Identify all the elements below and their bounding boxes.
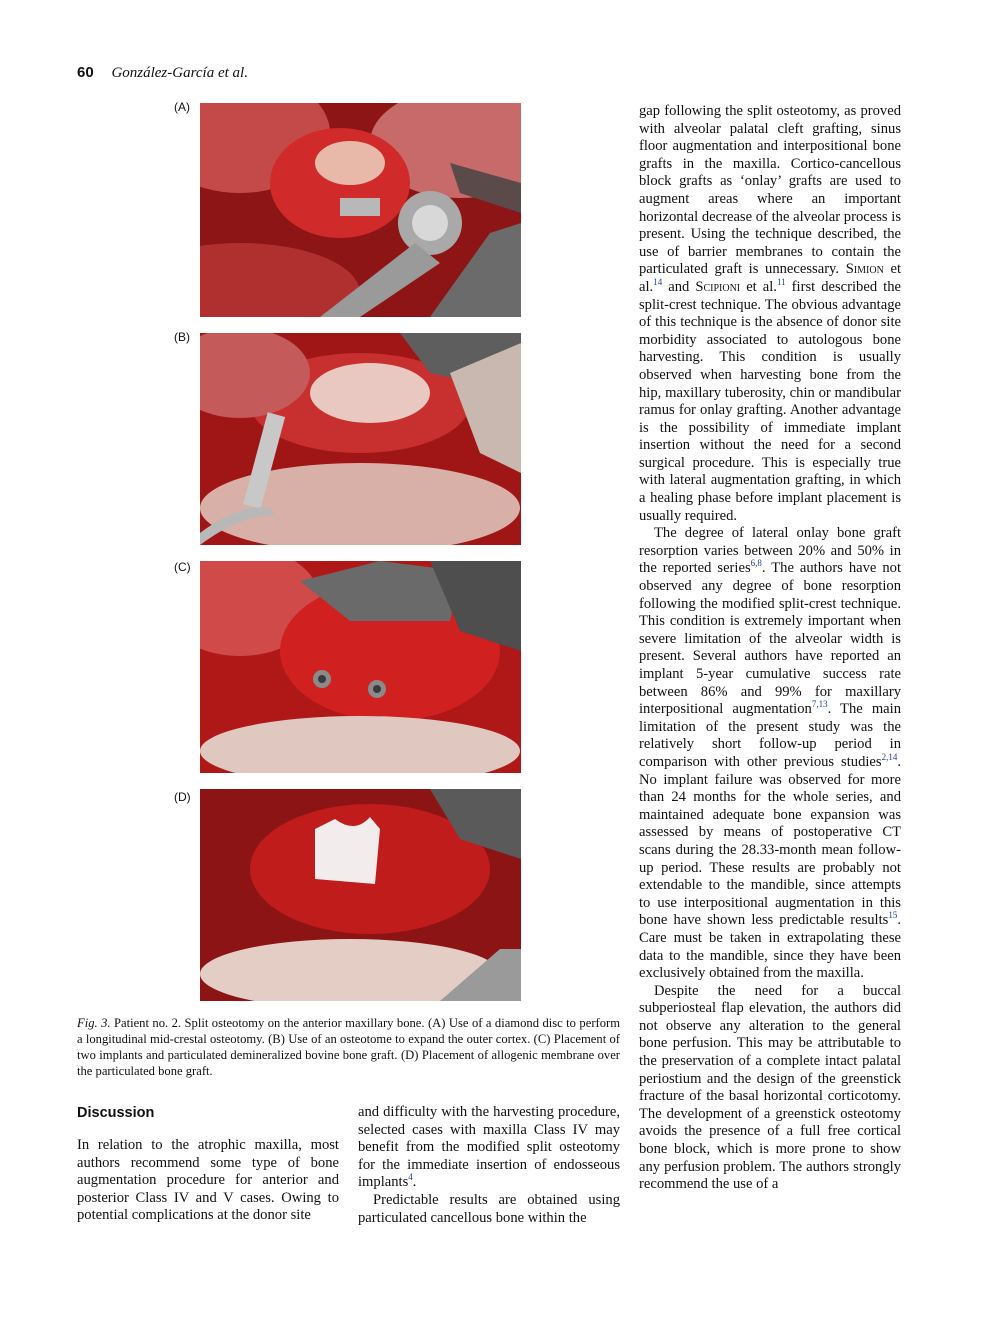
photo-panel-c [200,561,521,773]
figure-caption [77,1015,620,1079]
photo-panel-b [200,333,521,545]
panel-label-b: (B) [174,330,190,344]
citation-ref[interactable]: 14 [653,277,663,288]
photo-panel-a [200,103,521,317]
citation-ref[interactable]: 7,13 [811,699,828,710]
text-span: et al. [746,278,777,295]
citation-ref[interactable]: 11 [776,277,786,288]
panel-label-c: (C) [174,560,191,574]
citation-ref[interactable]: 6,8 [750,558,762,569]
text-span: . No implant failure was observed for more than 24 months for the whole series, and maintained adequate bone expansion was assessed by means of postoperative CT scans during the 28.33-month mean follow-up period. These results are probably not extendable to the mandible, since attempts to use interpositional augmentation in this bone have shown less predictable results [639,753,901,929]
paragraph: Predictable results are obtained using particulated cancellous bone within the [358,1191,620,1226]
column-right [639,103,901,1194]
paragraph [358,1104,620,1192]
running-head: González-García et al. [111,65,248,81]
text-span: The degree of lateral onlay bone graft resorption varies between 20% and 50% in the reported series [639,525,901,577]
text-span: . The main limitation of the present study was the relatively short follow-up period in comparison with other previous studies [639,701,901,770]
text-span: first described the split-crest technique. The obvious advantage of this technique is the absence of donor site morbidity associated to autologous bone harvesting. This condition is usually observed when harvesting bone from the hip, maxillary tuberosity, chin or mandibular ramus for onlay grafting. Another advantage is the possibility of immediate implant insertion without the need for a second surgical procedure. This is especially true with lateral augmentation grafting, in which a healing phase before implant placement is usually required. [639,278,901,524]
text-span: . Care must be taken in extrapolating these data to the mandible, since they have been exclusively obtained from the maxilla. [639,912,901,982]
panel-label-d: (D) [174,790,191,804]
text-span: gap following the split osteotomy, as proved with alveolar palatal cleft grafting, sinus floor augmentation and interpositional bone grafts in the maxilla. Cortico-cancellous block grafts as ‘onlay’ grafts are used to augment areas where an important horizontal decrease of the alveolar process is present. Using the technique described, the use of barrier membranes to contain the particulated graft is unnecessary. [639,103,901,278]
paragraph: Despite the need for a buccal subperiosteal flap elevation, the authors did not observe any alteration to the general bone perfusion. This may be attributable to the preservation of a complete intact palatal periostium and the design of the greenstick fracture of the basal horizontal corticotomy. The development of a greenstick osteotomy avoids the presence of a full free cortical bone block, which is more prone to show any perfusion problem. The authors strongly recommend the use of a [639,982,901,1193]
citation-ref[interactable]: 15 [888,910,898,921]
text-span: et al. [639,261,902,295]
column-left [77,1104,339,1225]
photo-panel-d [200,789,521,1001]
text-span: . The authors have not observed any degree of bone resorption following the modified split-crest technique. This condition is extremely important when severe limitation of the alveolar width is present. Several authors have reported an implant 5-year cumulative success rate between 86% and 99% for maxillary interpositional augmentation [639,560,901,718]
paragraph: In relation to the atrophic maxilla, most authors recommend some type of bone augmentation procedure for anterior and posterior Class IV and V cases. Owing to potential complications at the donor site [77,1137,339,1224]
citation-ref[interactable]: 2,14 [881,752,898,763]
author-name: Simion [845,261,884,278]
text-span: and difficulty with the harvesting procedure, selected cases with maxilla Class IV may benefit from the modified split osteotomy for the immediate insertion of endosseous implants [358,1104,620,1191]
panel-label-a: (A) [174,100,190,114]
section-heading-discussion: Discussion [77,1105,155,1121]
page-number: 60 [77,64,94,81]
column-middle [358,1104,620,1227]
page-header [77,64,248,82]
figure-label: Fig. 3. [77,1016,111,1030]
citation-ref[interactable]: 4 [408,1172,413,1183]
text-span: and [668,278,690,295]
paragraph [639,525,901,982]
author-name: Scipioni [695,278,741,295]
caption-text: Patient no. 2. Split osteotomy on the anterior maxillary bone. (A) Use of a diamond disc to perform a longitudinal mid-crestal osteotomy. (B) Use of an osteotome to expand the outer cortex. (C) Placement of two implants and particulated demineralized bovine bone graft. (D) Placement of allogenic membrane over the particulated bone graft. [77,1016,620,1078]
paragraph [639,103,901,525]
text-span: . [412,1174,417,1191]
